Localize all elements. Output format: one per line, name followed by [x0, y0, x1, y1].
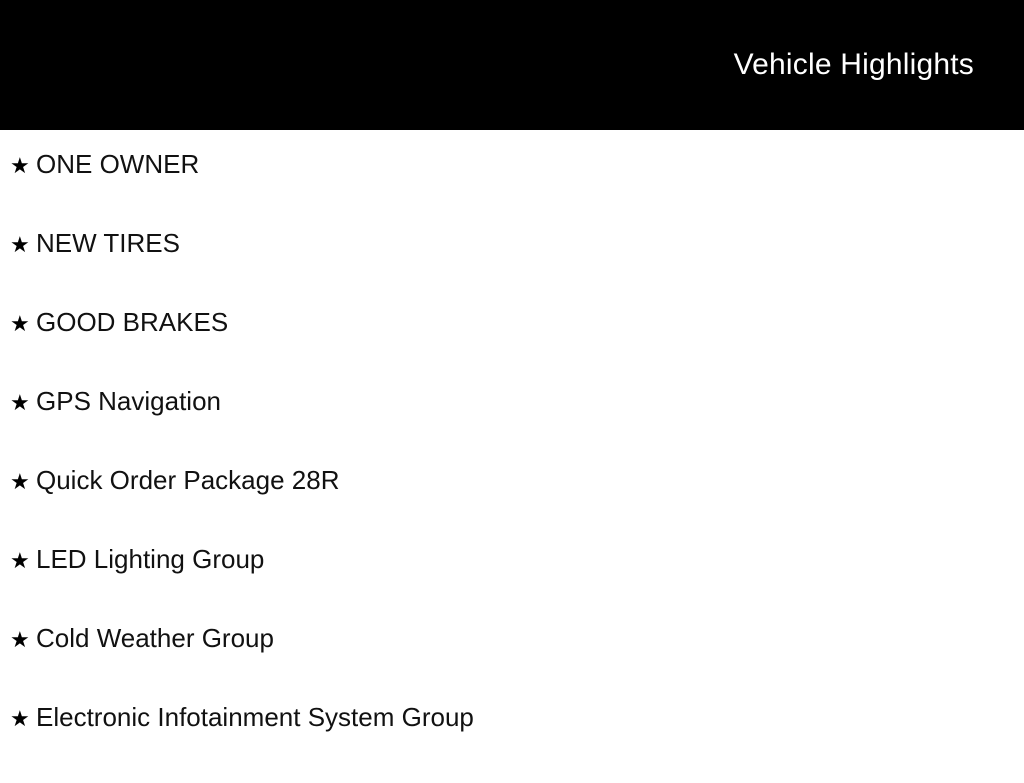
star-icon: ★ [10, 390, 30, 415]
star-icon: ★ [10, 627, 30, 652]
page-header [0, 0, 1024, 130]
list-item-label: Cold Weather Group [36, 623, 274, 653]
list-item-label: Quick Order Package 28R [36, 465, 340, 495]
list-item-label: GPS Navigation [36, 386, 221, 416]
list-item [0, 546, 1024, 625]
star-icon: ★ [10, 706, 30, 731]
star-icon: ★ [10, 153, 30, 178]
list-item [0, 467, 1024, 546]
star-icon: ★ [10, 232, 30, 257]
list-item [0, 704, 1024, 783]
star-icon: ★ [10, 469, 30, 494]
list-item-label: GOOD BRAKES [36, 307, 229, 337]
star-icon: ★ [10, 548, 30, 573]
list-item-label: LED Lighting Group [36, 544, 265, 574]
list-item-label: Electronic Infotainment System Group [36, 702, 474, 732]
list-item [0, 230, 1024, 309]
list-item [0, 309, 1024, 388]
page-title: Vehicle Highlights [733, 48, 974, 81]
list-item [0, 388, 1024, 467]
list-item-label: ONE OWNER [36, 149, 200, 179]
list-item-label: NEW TIRES [36, 228, 180, 258]
list-item [0, 151, 1024, 230]
star-icon: ★ [10, 311, 30, 336]
vehicle-highlights-list [0, 130, 1024, 783]
list-item [0, 625, 1024, 704]
